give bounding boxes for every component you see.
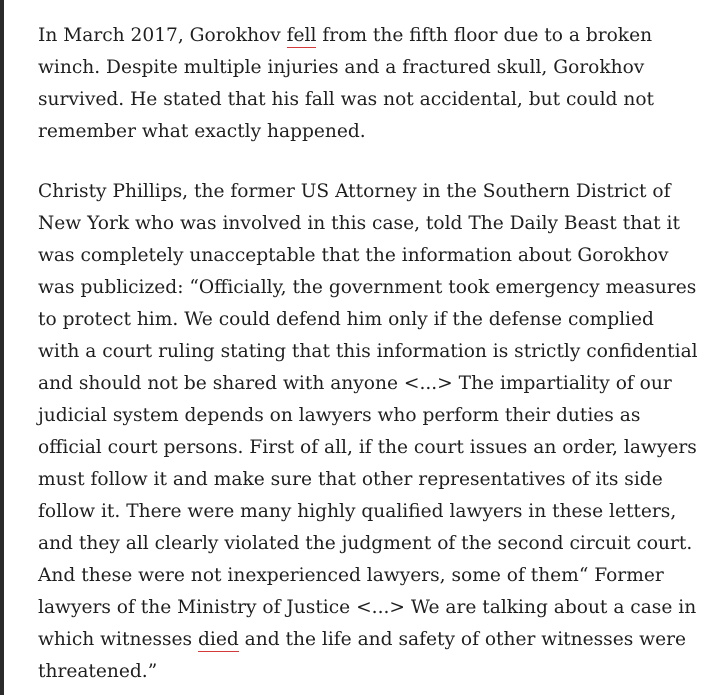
link-fell[interactable]: fell — [286, 25, 317, 46]
paragraph-2-text-end: and the life and safety of other witnesses were threatened.” — [38, 629, 686, 682]
paragraph-1-text-end: from the fifth floor due to a broken winch. Despite multiple injuries and a fractured skull, Gorokhov survived. He stated that his fall was not accidental, but could not remember what exactly happened. — [38, 25, 654, 142]
left-edge-bar — [0, 0, 4, 695]
article-paragraph-1 — [38, 20, 698, 148]
article-body — [38, 20, 698, 688]
paragraph-1-text-start: In March 2017, Gorokhov — [38, 25, 287, 46]
link-died[interactable]: died — [198, 629, 239, 650]
article-paragraph-2 — [38, 176, 698, 688]
paragraph-2-text-start: Christy Phillips, the former US Attorney in the Southern District of New York who was involved in this case, told The Daily Beast that it was completely unacceptable that the information about Gorokhov was publicized: “Officially, the government took emergency measures to protect him. We could defend him only if the defense complied with a court ruling stating that this information is strictly confidential and should not be shared with anyone <...> The impartiality of our judicial system depends on lawyers who perform their duties as official court persons. First of all, if the court issues an order, lawyers must follow it and make sure that other representatives of its side follow it. There were many highly qualified lawyers in these letters, and they all clearly violated the judgment of the second circuit court. And these were not inexperienced lawyers, some of them“ Former lawyers of the Ministry of Justice <...> We are talking about a case in which witnesses — [38, 181, 698, 650]
